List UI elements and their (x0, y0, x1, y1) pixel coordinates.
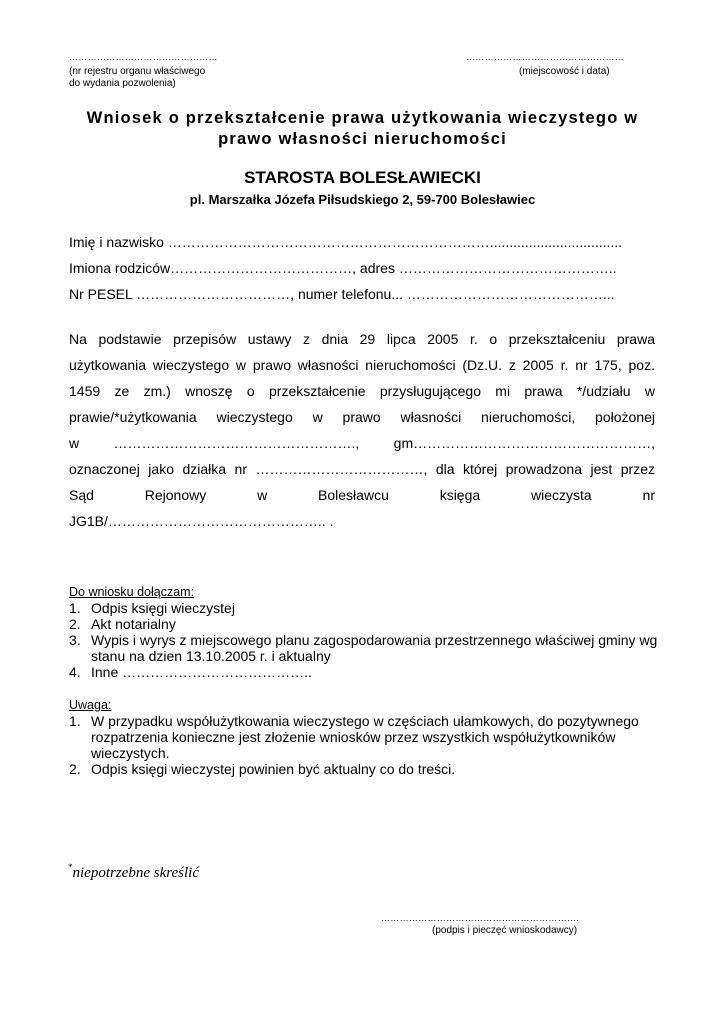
list-text: W przypadku współużytkowania wieczystego w częściach ułamkowych, do pozytywnego rozpatrzenia konieczne jest złożenie wniosków przez wszystkich współużytkowników wieczystych. (91, 713, 639, 761)
request-paragraph (69, 326, 655, 534)
signature-dots: ………………………………………………………. (381, 913, 580, 923)
attachments-heading: Do wniosku dołączam: (69, 585, 195, 599)
attachments-list (69, 600, 659, 680)
pesel-phone-field[interactable]: Nr PESEL ……………………………, numer telefonu... ……………………………………... (69, 286, 615, 302)
list-number: 2. (69, 616, 81, 632)
list-number: 1. (69, 713, 81, 729)
list-text: Inne ………………………………….. (91, 664, 312, 680)
document-title (40, 108, 685, 150)
paragraph-line: w ……………………………………………., gm……………………………………………, (69, 435, 655, 451)
title-line-1: Wniosek o przekształcenie prawa użytkowania wieczystego w (86, 109, 639, 127)
signature-caption: (podpis i pieczęć wnioskodawcy) (432, 925, 578, 936)
registry-caption-line1: (nr rejestru organu właściwego (69, 66, 206, 77)
list-item (69, 600, 659, 616)
paragraph-line: 1459 ze zm.) wnoszę o przekształcenie przysługującego mi prawa */udziału w (69, 383, 655, 399)
registry-number-dots: ………………………………………… (69, 52, 218, 62)
list-text: Akt notarialny (91, 616, 176, 632)
registry-number-caption (69, 66, 205, 90)
footnote-mark: * (68, 862, 73, 872)
remarks-list (69, 713, 659, 777)
list-item (69, 664, 659, 680)
remarks-heading: Uwaga: (69, 698, 112, 712)
place-date-caption: (miejscowość i data) (519, 66, 610, 77)
attachments-section (69, 584, 659, 680)
name-field[interactable]: Imię i nazwisko …………………………………………………………….................................. (69, 234, 623, 250)
paragraph-line: Sąd Rejonowy w Bolesławcu księga wieczysta nr (69, 487, 655, 503)
paragraph-line: Na podstawie przepisów ustawy z dnia 29 lipca 2005 r. o przekształceniu prawa (69, 331, 655, 347)
list-item (69, 616, 659, 632)
list-number: 4. (69, 664, 81, 680)
footnote (68, 862, 199, 882)
paragraph-line: użytkowania wieczystego w prawo własności nieruchomości (Dz.U. z 2005 r. nr 175, poz. (69, 357, 655, 373)
title-line-2: prawo własności nieruchomości (218, 130, 507, 148)
addressee: STAROSTA BOLESŁAWIECKI (244, 168, 481, 187)
remarks-section (69, 697, 659, 777)
list-number: 2. (69, 761, 81, 777)
list-number: 1. (69, 600, 81, 616)
paragraph-line: JG1B/……………………………………….. . (69, 513, 334, 529)
list-item (69, 632, 659, 664)
list-text: Odpis księgi wieczystej (91, 600, 235, 616)
addressee-address: pl. Marszałka Józefa Piłsudskiego 2, 59-700 Bolesławiec (189, 192, 536, 207)
list-number: 3. (69, 632, 81, 648)
paragraph-line: oznaczonej jako działka nr ………………………………, dla której prowadzona jest przez (69, 461, 655, 477)
paragraph-line: prawie/*użytkowania wieczystego w prawo własności nieruchomości, położonej (69, 409, 655, 425)
parents-address-field[interactable]: Imiona rodziców…………………………………, adres ……………………………………….. (69, 260, 617, 276)
place-date-dots: …………………………………………… (466, 52, 625, 62)
list-text: Odpis księgi wieczystej powinien być aktualny co do treści. (91, 761, 456, 777)
footnote-text: niepotrzebne skreślić (72, 865, 199, 881)
registry-caption-line2: do wydania pozwolenia) (69, 78, 176, 89)
list-item (69, 713, 659, 761)
list-item (69, 761, 659, 777)
list-text: Wypis i wyrys z miejscowego planu zagospodarowania przestrzennego właściwej gminy wg stanu na dzien 13.10.2005 r. i aktualny (91, 632, 658, 664)
